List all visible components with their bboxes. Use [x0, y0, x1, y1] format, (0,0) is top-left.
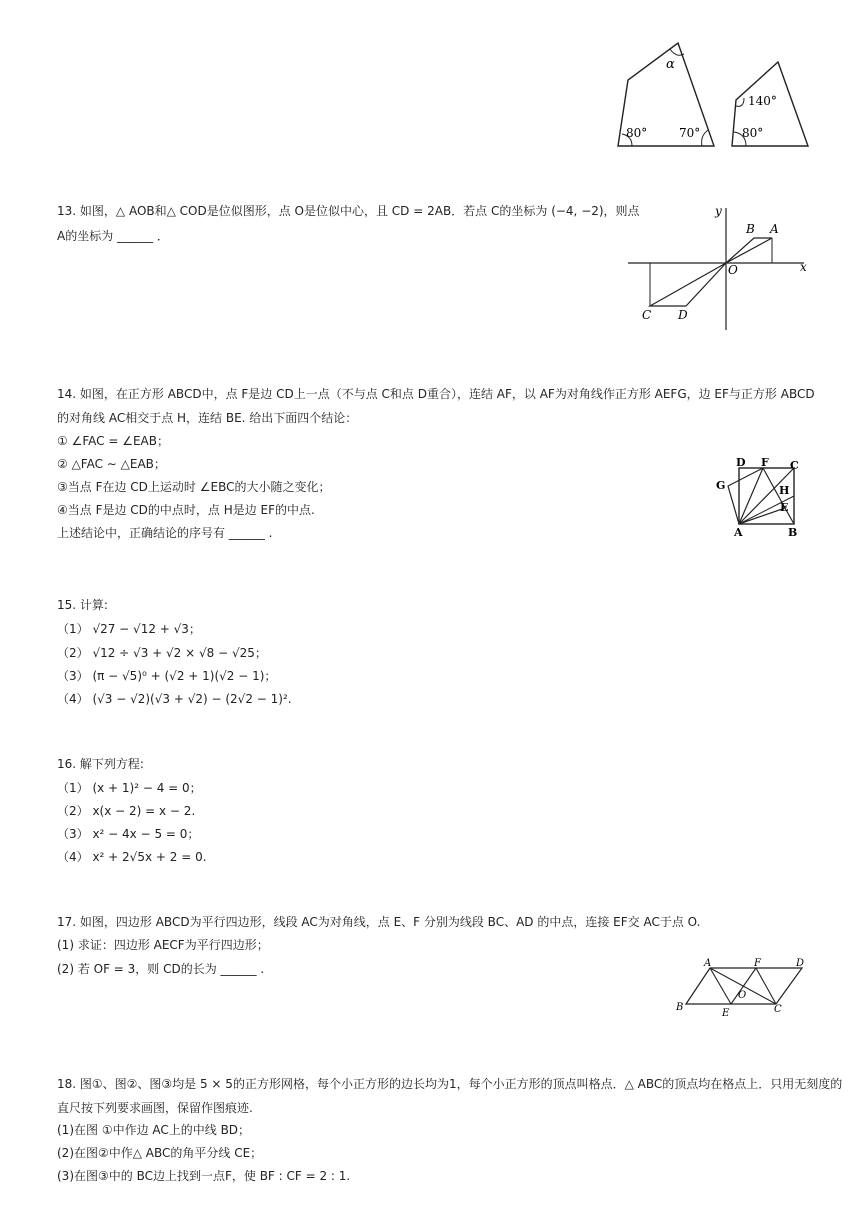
q14-line1: 14. 如图，在正方形 ABCD中，点 F是边 CD上一点（不与点 C和点 D重合），连结 AF，以 AF为对角线作正方形 AEFG，边 EF与正方形 ABCD: [57, 387, 815, 401]
q16-item-2: （2） x(x − 2) = x − 2.: [57, 804, 196, 818]
q16-item-4: （4） x² + 2√5x + 2 = 0.: [57, 850, 207, 864]
q17-parallelogram-figure: [672, 954, 812, 1020]
label-alpha: α: [666, 57, 675, 72]
label-70: 70°: [679, 126, 701, 140]
point-c-label: C: [642, 308, 652, 322]
q16-item-3: （3） x² − 4x − 5 = 0；: [57, 827, 200, 841]
label-a: A: [734, 526, 743, 539]
q18-line3: (1)在图 ①中作边 AC上的中线 BD；: [57, 1123, 251, 1137]
q13-line1: 13. 如图，△ AOB和△ COD是位似图形，点 O是位似中心，且 CD = 2AB．若点 C的坐标为 (−4, −2)，则点: [57, 204, 640, 218]
label-f: F: [761, 456, 769, 469]
triangle-cod: [650, 263, 726, 306]
q14-conclusion-4: ④当点 F是边 CD的中点时，点 H是边 EF的中点.: [57, 503, 315, 517]
origin-label: O: [728, 263, 738, 277]
q15-item-2: （2） √12 ÷ √3 + √2 × √8 − √25；: [57, 646, 267, 660]
label-d: D: [796, 958, 805, 969]
label-g: G: [716, 479, 726, 492]
q15-title: 15. 计算:: [57, 598, 108, 612]
label-f: F: [754, 958, 761, 969]
q15-item-1: （1） √27 − √12 + √3；: [57, 622, 201, 636]
q18-line2: 直尺按下列要求画图，保留作图痕迹.: [57, 1101, 253, 1115]
q16-item-1: （1） (x + 1)² − 4 = 0；: [57, 781, 202, 795]
q18-line5: (3)在图③中的 BC边上找到一点F，使 BF : CF = 2 : 1.: [57, 1169, 351, 1183]
label-80-left: 80°: [626, 126, 648, 140]
point-a-label: A: [770, 222, 779, 236]
q14-question: 上述结论中，正确结论的序号有 ______ .: [57, 526, 273, 540]
q14-line2: 的对角线 AC相交于点 H，连结 BE. 给出下面四个结论：: [57, 411, 358, 425]
q18-line1: 18. 图①、图②、图③均是 5 × 5的正方形网格，每个小正方形的边长均为1，每个小正方形的顶点叫格点．△ ABC的顶点均在格点上．只用无刻度的: [57, 1077, 843, 1091]
label-o: O: [738, 990, 747, 1001]
q16-title: 16. 解下列方程:: [57, 757, 144, 771]
x-axis-label: x: [800, 260, 807, 274]
q18-line4: (2)在图②中作△ ABC的角平分线 CE；: [57, 1146, 263, 1160]
q14-square-figure: [712, 456, 812, 542]
q14-conclusion-2: ② △FAC ∼ △EAB；: [57, 457, 166, 471]
q17-line1: 17. 如图，四边形 ABCD为平行四边形，线段 AC为对角线，点 E、F 分别为线段 BC、AD 的中点，连接 EF交 AC于点 O.: [57, 915, 701, 929]
q17-line2: (1) 求证：四边形 AECF为平行四边形；: [57, 938, 269, 952]
q13-line2: A的坐标为 ______ ．: [57, 229, 169, 243]
label-e: E: [780, 501, 789, 514]
label-b: B: [676, 1002, 684, 1013]
label-d: D: [736, 456, 746, 469]
triangle-aob: [726, 238, 772, 263]
diagonal-af: [739, 468, 763, 524]
label-80-right: 80°: [742, 126, 764, 140]
label-b: B: [788, 526, 798, 539]
q15-item-3: （3） (π − √5)⁰ + (√2 + 1)(√2 − 1)；: [57, 669, 277, 683]
q17-line3: (2) 若 OF = 3，则 CD的长为 ______ .: [57, 962, 265, 976]
q15-item-4: （4） (√3 − √2)(√3 + √2) − (2√2 − 1)².: [57, 692, 292, 706]
y-axis-label: y: [715, 204, 722, 218]
q13-coordinate-figure: [626, 200, 816, 335]
q14-conclusion-1: ① ∠FAC = ∠EAB；: [57, 434, 169, 448]
label-c: C: [774, 1004, 782, 1015]
label-c: C: [790, 459, 799, 472]
label-h: H: [779, 484, 790, 497]
point-b-label: B: [746, 222, 755, 236]
top-angle-figure: [612, 40, 812, 152]
label-e: E: [722, 1008, 730, 1019]
angle-arc-70: [702, 130, 708, 146]
label-140: 140°: [748, 94, 777, 108]
point-d-label: D: [678, 308, 688, 322]
q14-conclusion-3: ③当点 F在边 CD上运动时 ∠EBC的大小随之变化；: [57, 480, 331, 494]
label-a: A: [704, 958, 712, 969]
